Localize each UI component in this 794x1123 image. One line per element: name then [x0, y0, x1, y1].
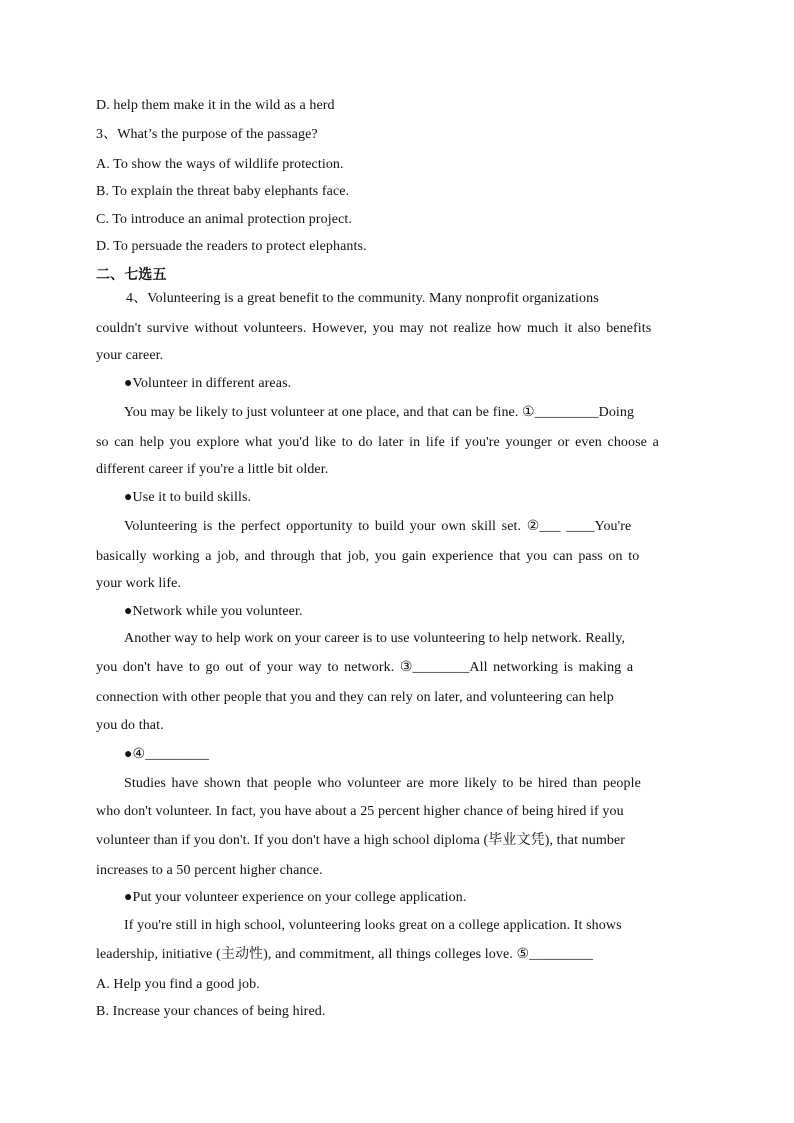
paragraph-5-line-1: If you're still in high school, volunteering looks great on a college application. It shows — [124, 918, 622, 933]
passage-intro-line-1: 4、Volunteering is a great benefit to the community. Many nonprofit organizations — [126, 291, 599, 306]
passage-intro-line-3: your career. — [96, 348, 164, 363]
question-3-option-d: D. To persuade the readers to protect elephants. — [96, 239, 367, 254]
answer-option-a: A. Help you find a good job. — [96, 977, 260, 992]
paragraph-3-line-4: you do that. — [96, 718, 164, 733]
heading-volunteer-different-areas: ●Volunteer in different areas. — [124, 376, 292, 391]
question-3-stem: 3、What’s the purpose of the passage? — [96, 127, 318, 142]
paragraph-3-line-3: connection with other people that you and they can rely on later, and volunteering can help — [96, 690, 614, 705]
passage-intro-line-2: couldn't survive without volunteers. However, you may not realize how much it also benefits — [96, 321, 652, 336]
section-title-seven-choose-five: 二、七选五 — [96, 267, 167, 283]
paragraph-2-line-1: Volunteering is the perfect opportunity to build your own skill set. ②___ ____You're — [124, 519, 632, 534]
heading-blank-4: ●④_________ — [124, 747, 210, 762]
paragraph-1-line-3: different career if you're a little bit older. — [96, 462, 329, 477]
paragraph-4-line-2: who don't volunteer. In fact, you have about a 25 percent higher chance of being hired if you — [96, 804, 624, 819]
question-3-option-a: A. To show the ways of wildlife protection. — [96, 157, 344, 172]
paragraph-3-line-2: you don't have to go out of your way to network. ③________All networking is making a — [96, 660, 634, 675]
question-3-option-b: B. To explain the threat baby elephants face. — [96, 184, 350, 199]
paragraph-4-line-1: Studies have shown that people who volunteer are more likely to be hired than people — [124, 776, 641, 791]
paragraph-1-line-2: so can help you explore what you'd like to do later in life if you're younger or even choose a — [96, 435, 659, 450]
heading-network: ●Network while you volunteer. — [124, 604, 303, 619]
heading-college-application: ●Put your volunteer experience on your college application. — [124, 890, 467, 905]
question-2-option-d: D. help them make it in the wild as a herd — [96, 98, 335, 113]
answer-option-b: B. Increase your chances of being hired. — [96, 1004, 326, 1019]
paragraph-2-line-2: basically working a job, and through that job, you gain experience that you can pass on to — [96, 549, 640, 564]
paragraph-2-line-3: your work life. — [96, 576, 182, 591]
paragraph-3-line-1: Another way to help work on your career is to use volunteering to help network. Really, — [124, 631, 626, 646]
question-3-option-c: C. To introduce an animal protection project. — [96, 212, 352, 227]
paragraph-4-line-4: increases to a 50 percent higher chance. — [96, 863, 323, 878]
paragraph-5-line-2: leadership, initiative (主动性), and commitment, all things colleges love. ⑤_________ — [96, 947, 594, 962]
paragraph-4-line-3: volunteer than if you don't. If you don't have a high school diploma (毕业文凭), that number — [96, 833, 626, 848]
heading-build-skills: ●Use it to build skills. — [124, 490, 252, 505]
paragraph-1-line-1: You may be likely to just volunteer at one place, and that can be fine. ①_________Doing — [124, 405, 635, 420]
